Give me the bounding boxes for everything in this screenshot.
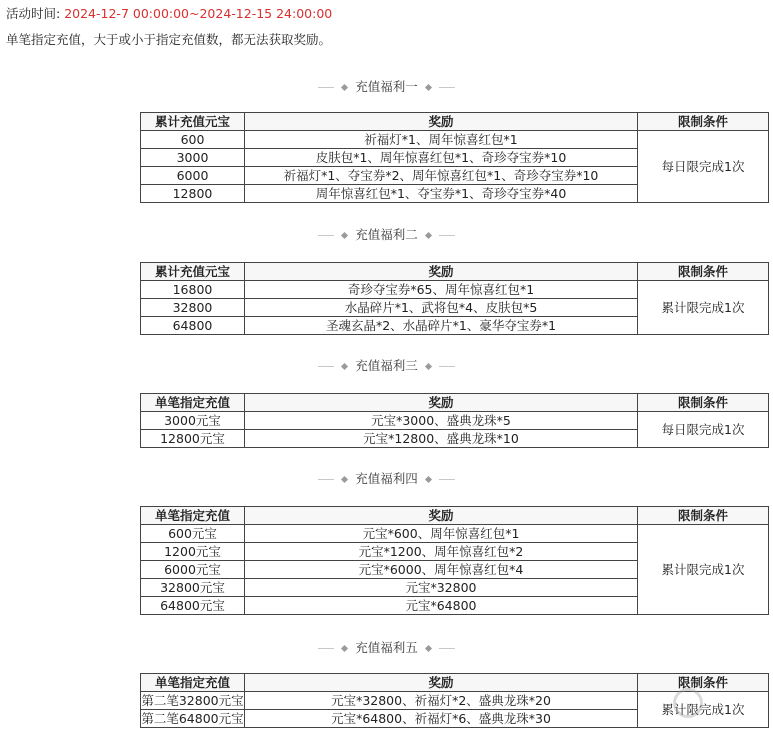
- divider-line: [318, 648, 334, 649]
- divider-line: [439, 235, 455, 236]
- limit-cell: 累计限完成1次: [638, 692, 769, 728]
- divider-line: [318, 366, 334, 367]
- section-title: [0, 471, 773, 487]
- divider-line: [439, 648, 455, 649]
- reward-cell: 祈福灯*1、周年惊喜红包*1: [245, 131, 638, 149]
- section-title-text: 充值福利二: [355, 227, 418, 242]
- limit-cell: 累计限完成1次: [638, 281, 769, 335]
- header-limit: 限制条件: [638, 113, 769, 131]
- reward-cell: 水晶碎片*1、武将包*4、皮肤包*5: [245, 299, 638, 317]
- header-limit: 限制条件: [638, 674, 769, 692]
- reward-table: [140, 506, 769, 615]
- section-title: [0, 227, 773, 243]
- header-amount: 单笔指定充值: [141, 674, 245, 692]
- diamond-dot-icon: [425, 84, 432, 91]
- diamond-dot-icon: [341, 363, 348, 370]
- limit-cell: 每日限完成1次: [638, 412, 769, 448]
- reward-cell: 元宝*32800: [245, 579, 638, 597]
- amount-cell: 12800元宝: [141, 430, 245, 448]
- reward-cell: 圣魂玄晶*2、水晶碎片*1、豪华夺宝券*1: [245, 317, 638, 335]
- amount-cell: 16800: [141, 281, 245, 299]
- diamond-dot-icon: [425, 645, 432, 652]
- limit-cell: 累计限完成1次: [638, 525, 769, 615]
- amount-cell: 3000元宝: [141, 412, 245, 430]
- reward-cell: 周年惊喜红包*1、夺宝券*1、奇珍夺宝券*40: [245, 185, 638, 203]
- section-title-text: 充值福利五: [355, 640, 418, 655]
- site-watermark: [673, 682, 769, 726]
- divider-line: [318, 479, 334, 480]
- header-amount: 累计充值元宝: [141, 113, 245, 131]
- divider-line: [439, 479, 455, 480]
- section-title-text: 充值福利三: [355, 358, 418, 373]
- table-row: [141, 281, 769, 299]
- reward-table: [140, 262, 769, 335]
- amount-cell: 第二笔32800元宝: [141, 693, 244, 708]
- reward-cell: 元宝*6000、周年惊喜红包*4: [245, 561, 638, 579]
- header-amount: 单笔指定充值: [141, 394, 245, 412]
- divider-line: [318, 235, 334, 236]
- table-header-row: [141, 394, 769, 412]
- amount-cell: 3000: [141, 149, 245, 167]
- table-row: [141, 131, 769, 149]
- activity-time-line: [6, 6, 332, 22]
- header-reward: 奖励: [245, 113, 638, 131]
- section-title: [0, 640, 773, 656]
- diamond-dot-icon: [341, 84, 348, 91]
- reward-cell: 元宝*1200、周年惊喜红包*2: [245, 543, 638, 561]
- divider-line: [439, 87, 455, 88]
- divider-line: [439, 366, 455, 367]
- rule-text: 单笔指定充值，大于或小于指定充值数，都无法获取奖励。: [6, 32, 332, 47]
- reward-cell: 元宝*12800、盛典龙珠*10: [245, 430, 638, 448]
- amount-cell: 64800元宝: [141, 597, 245, 615]
- header-reward: 奖励: [245, 263, 638, 281]
- table-header-row: [141, 113, 769, 131]
- reward-cell: 元宝*64800: [245, 597, 638, 615]
- reward-cell: 元宝*600、周年惊喜红包*1: [245, 525, 638, 543]
- header-amount: 累计充值元宝: [141, 263, 245, 281]
- diamond-dot-icon: [341, 645, 348, 652]
- table-row: [141, 525, 769, 543]
- section-title-text: 充值福利四: [355, 471, 418, 486]
- header-reward: 奖励: [245, 507, 638, 525]
- reward-cell: 元宝*3000、盛典龙珠*5: [245, 412, 638, 430]
- activity-time-label: 活动时间:: [6, 6, 61, 21]
- amount-cell: 64800: [141, 317, 245, 335]
- section-title-text: 充值福利一: [355, 79, 418, 94]
- amount-cell: 600元宝: [141, 525, 245, 543]
- divider-line: [318, 87, 334, 88]
- diamond-dot-icon: [341, 232, 348, 239]
- section-title: [0, 79, 773, 95]
- diamond-dot-icon: [341, 476, 348, 483]
- watermark-logo-icon: [673, 688, 703, 718]
- amount-cell: 32800: [141, 299, 245, 317]
- header-limit: 限制条件: [638, 394, 769, 412]
- amount-cell: 32800元宝: [141, 579, 245, 597]
- amount-cell: 6000元宝: [141, 561, 245, 579]
- header-limit: 限制条件: [638, 263, 769, 281]
- header-amount: 单笔指定充值: [141, 507, 245, 525]
- reward-table: [140, 393, 769, 448]
- table-row: [141, 412, 769, 430]
- header-reward: 奖励: [245, 394, 638, 412]
- header-reward: 奖励: [245, 674, 638, 692]
- reward-cell: 元宝*32800、祈福灯*2、盛典龙珠*20: [245, 692, 638, 710]
- amount-cell: 1200元宝: [141, 543, 245, 561]
- reward-cell: 祈福灯*1、夺宝券*2、周年惊喜红包*1、奇珍夺宝券*10: [245, 167, 638, 185]
- diamond-dot-icon: [425, 476, 432, 483]
- amount-cell: 600: [141, 131, 245, 149]
- amount-cell: 12800: [141, 185, 245, 203]
- diamond-dot-icon: [425, 363, 432, 370]
- table-header-row: [141, 263, 769, 281]
- limit-cell: 每日限完成1次: [638, 131, 769, 203]
- section-title: [0, 358, 773, 374]
- reward-table: [140, 112, 769, 203]
- activity-time-range: 2024-12-7 00:00:00~2024-12-15 24:00:00: [64, 6, 333, 21]
- diamond-dot-icon: [425, 232, 432, 239]
- table-header-row: [141, 507, 769, 525]
- reward-cell: 奇珍夺宝券*65、周年惊喜红包*1: [245, 281, 638, 299]
- reward-cell: 元宝*64800、祈福灯*6、盛典龙珠*30: [245, 710, 638, 728]
- amount-cell: 第二笔64800元宝: [141, 711, 244, 726]
- amount-cell: 6000: [141, 167, 245, 185]
- header-limit: 限制条件: [638, 507, 769, 525]
- reward-cell: 皮肤包*1、周年惊喜红包*1、奇珍夺宝券*10: [245, 149, 638, 167]
